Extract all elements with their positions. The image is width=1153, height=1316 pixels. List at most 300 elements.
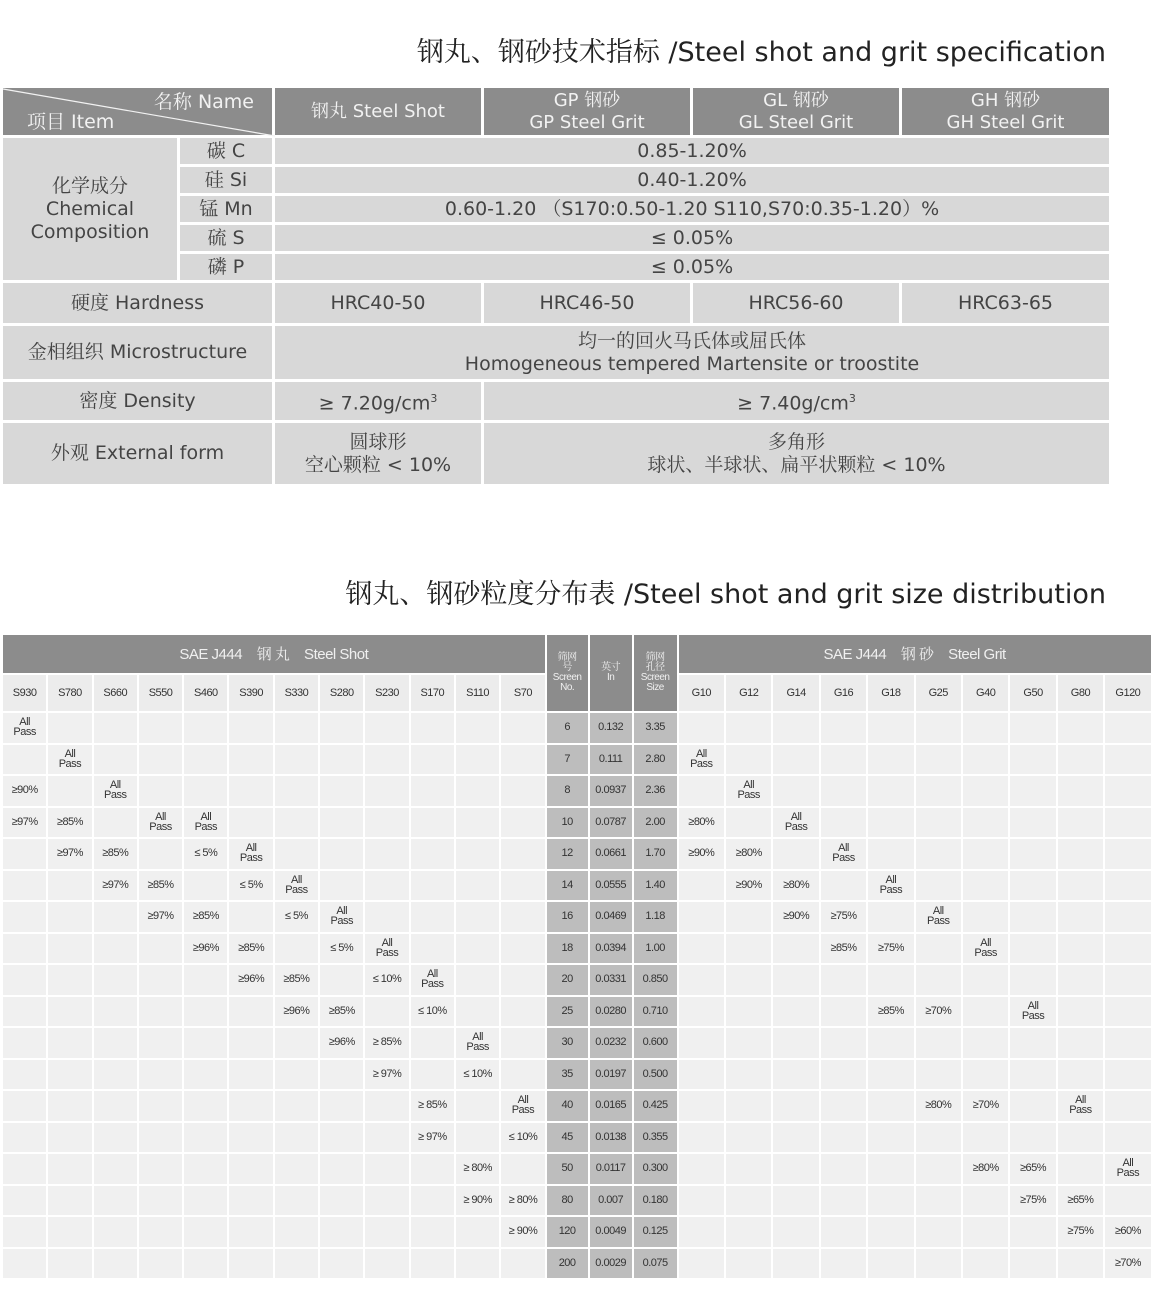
density-shot-value: ≥ 7.20g/cm	[318, 392, 431, 415]
grit-cell	[1010, 871, 1055, 901]
grit-cell	[726, 934, 771, 964]
shot-cell	[139, 934, 182, 964]
grit-cell	[1058, 745, 1103, 775]
grit-cell	[1105, 1123, 1150, 1153]
grit-cell	[1010, 713, 1055, 743]
shot-cell	[320, 745, 363, 775]
all-pass-text: All Pass	[1116, 1157, 1140, 1180]
density-grit-value: ≥ 7.40g/cm	[737, 392, 849, 415]
grit-cell	[821, 713, 866, 743]
screen-no-cell: 12	[547, 839, 588, 869]
shot-cell	[365, 997, 408, 1027]
shot-cell	[94, 1217, 137, 1247]
shot-cell	[275, 776, 318, 806]
shot-cell	[411, 1217, 454, 1247]
table-row	[3, 871, 1151, 901]
screen-size-cell: 0.850	[634, 965, 677, 995]
screen-size-cell: 0.355	[634, 1123, 677, 1153]
shot-cell: ≥85%	[275, 965, 318, 995]
shot-cell	[320, 776, 363, 806]
screen-no-line: 筛网	[557, 652, 577, 663]
element-label: 碳 C	[180, 138, 272, 164]
all-pass-text: All Pass	[832, 842, 855, 865]
grit-cell	[1105, 934, 1150, 964]
grit-cell	[868, 1060, 913, 1090]
shot-cell	[48, 1186, 91, 1216]
inch-cell: 0.0138	[590, 1123, 632, 1153]
grit-cell	[773, 776, 818, 806]
grit-cell	[773, 1249, 818, 1279]
grit-cell	[916, 713, 961, 743]
header-gl-en: GL Steel Grit	[738, 111, 854, 133]
inch-line: 英寸	[601, 662, 621, 673]
screen-size-cell: 1.40	[634, 871, 677, 901]
chem-label-en1: Chemical	[45, 197, 135, 220]
grit-cell	[1010, 1249, 1055, 1279]
screen-no-cell: 18	[547, 934, 588, 964]
shot-grade-header: S70	[501, 675, 544, 711]
shot-cell	[365, 1154, 408, 1184]
shot-cell	[139, 839, 182, 869]
shot-cell	[320, 902, 363, 932]
grit-cell	[1010, 776, 1055, 806]
grit-cell	[916, 1154, 961, 1184]
screen-no-cell: 8	[547, 776, 588, 806]
shot-cell	[3, 965, 46, 995]
shot-cell	[139, 1028, 182, 1058]
grit-cell	[726, 1217, 771, 1247]
screen-size-cell: 1.00	[634, 934, 677, 964]
screen-no-line: Screen	[552, 672, 582, 683]
shot-cell: ≤ 10%	[501, 1123, 544, 1153]
shot-cell	[456, 965, 499, 995]
grit-cell	[868, 713, 913, 743]
shot-cell	[94, 934, 137, 964]
shot-cell: ≥ 80%	[501, 1186, 544, 1216]
shot-cell	[365, 776, 408, 806]
shot-cell	[48, 713, 91, 743]
grit-grade-header: G18	[868, 675, 913, 711]
shot-cell	[411, 902, 454, 932]
shot-cell: ≥96%	[275, 997, 318, 1027]
grit-cell	[679, 776, 724, 806]
shot-cell: ≥97%	[139, 902, 182, 932]
shot-cell: ≥96%	[184, 934, 227, 964]
shot-cell	[411, 745, 454, 775]
shot-cell	[320, 1091, 363, 1121]
shot-cell	[139, 1123, 182, 1153]
shot-cell	[365, 1249, 408, 1279]
header-diagonal-cell	[3, 88, 272, 135]
grit-cell	[868, 965, 913, 995]
grit-cell	[1010, 965, 1055, 995]
grit-cell: ≥65%	[1010, 1154, 1055, 1184]
grit-cell	[773, 997, 818, 1027]
grit-cell	[868, 1154, 913, 1184]
density-grit-sup: 3	[848, 391, 856, 405]
grit-cell	[868, 1123, 913, 1153]
grit-cell	[679, 1154, 724, 1184]
grit-cell	[679, 934, 724, 964]
shot-grade-header: S550	[139, 675, 182, 711]
grit-cell	[1105, 1154, 1150, 1184]
grit-cell	[916, 776, 961, 806]
shot-cell	[94, 713, 137, 743]
grit-cell	[773, 1217, 818, 1247]
shot-cell	[456, 1028, 499, 1058]
shot-cell: ≥97%	[48, 839, 91, 869]
shot-cell	[275, 808, 318, 838]
grit-cell	[679, 1217, 724, 1247]
grit-cell: ≥75%	[821, 902, 866, 932]
shot-cell	[229, 1091, 272, 1121]
hardness-gl: HRC56-60	[693, 283, 899, 323]
grit-cell	[963, 997, 1008, 1027]
shot-cell	[48, 1123, 91, 1153]
grit-cell	[726, 1060, 771, 1090]
screen-no-cell: 50	[547, 1154, 588, 1184]
shot-cell	[184, 965, 227, 995]
grit-cell	[963, 902, 1008, 932]
grit-cell	[726, 1123, 771, 1153]
external-form-label: 外观 External form	[3, 423, 272, 484]
screen-no-cell: 6	[547, 713, 588, 743]
screen-no-cell: 7	[547, 745, 588, 775]
inch-cell: 0.0197	[590, 1060, 632, 1090]
screen-size-cell: 0.425	[634, 1091, 677, 1121]
grit-grade-header: G16	[821, 675, 866, 711]
shot-cell: ≤ 5%	[184, 839, 227, 869]
shot-cell	[275, 1060, 318, 1090]
shot-cell	[3, 713, 46, 743]
grit-cell	[868, 1217, 913, 1247]
shot-cell	[456, 839, 499, 869]
shot-cell	[94, 1028, 137, 1058]
screen-size-cell: 0.180	[634, 1186, 677, 1216]
grit-cell: ≥70%	[916, 997, 961, 1027]
shot-grade-header: S930	[3, 675, 46, 711]
shot-cell	[94, 1154, 137, 1184]
shot-cell	[94, 1123, 137, 1153]
grit-cell	[868, 776, 913, 806]
element-value: 0.85-1.20%	[275, 138, 1109, 164]
grit-cell	[821, 745, 866, 775]
chem-label-cn: 化学成分	[51, 174, 128, 197]
grit-cell	[916, 1217, 961, 1247]
all-pass-text: All Pass	[1021, 999, 1045, 1022]
grit-cell: ≥85%	[821, 934, 866, 964]
shot-cell	[184, 1028, 227, 1058]
grit-cell	[1010, 745, 1055, 775]
grit-cell	[1105, 997, 1150, 1027]
all-pass-text: All Pass	[285, 873, 308, 896]
grit-cell	[916, 808, 961, 838]
shot-cell	[365, 713, 408, 743]
shot-cell	[501, 997, 544, 1027]
inch-cell: 0.0787	[590, 808, 632, 838]
grit-grade-header: G12	[726, 675, 771, 711]
grit-cell	[821, 808, 866, 838]
shot-cell	[320, 965, 363, 995]
grit-cell	[916, 1123, 961, 1153]
grit-cell	[963, 713, 1008, 743]
shot-cell	[229, 713, 272, 743]
hardness-shot: HRC40-50	[275, 283, 481, 323]
grit-cell	[773, 1186, 818, 1216]
shot-cell	[139, 997, 182, 1027]
shot-cell	[456, 902, 499, 932]
shot-cell	[320, 1217, 363, 1247]
grit-cell	[1058, 871, 1103, 901]
form-grit-line2: 球状、半球状、扁平状颗粒 < 10%	[647, 453, 946, 476]
density-grit	[484, 382, 1109, 420]
grit-cell: ≥75%	[1058, 1217, 1103, 1247]
shot-cell	[365, 871, 408, 901]
grit-cell	[679, 871, 724, 901]
shot-cell	[48, 997, 91, 1027]
grit-cell	[773, 1091, 818, 1121]
table-row	[3, 1091, 1151, 1121]
shot-cell	[139, 965, 182, 995]
shot-cell	[48, 902, 91, 932]
form-shot	[275, 423, 481, 484]
microstructure-label: 金相组织 Microstructure	[3, 326, 272, 379]
table-row	[3, 776, 1151, 806]
shot-cell: ≥ 85%	[365, 1028, 408, 1058]
grit-cell: ≥80%	[963, 1154, 1008, 1184]
table-row	[3, 1060, 1151, 1090]
grit-cell	[679, 1186, 724, 1216]
inch-cell: 0.0937	[590, 776, 632, 806]
element-value: 0.60-1.20 （S170:0.50-1.20 S110,S70:0.35-1.20）%	[275, 196, 1109, 222]
shot-cell	[139, 1249, 182, 1279]
shot-cell: ≥85%	[229, 934, 272, 964]
table-row	[3, 1028, 1151, 1058]
shot-grade-header: S230	[365, 675, 408, 711]
grit-cell	[1058, 808, 1103, 838]
grit-cell	[1105, 1091, 1150, 1121]
grit-cell: ≥75%	[868, 934, 913, 964]
screen-size-cell: 0.075	[634, 1249, 677, 1279]
grit-cell	[679, 902, 724, 932]
header-gl-cn: GL 钢砂	[763, 89, 829, 111]
shot-cell	[94, 1091, 137, 1121]
grit-cell	[821, 1060, 866, 1090]
inch-cell: 0.0394	[590, 934, 632, 964]
shot-cell	[411, 1060, 454, 1090]
shot-cell	[229, 902, 272, 932]
grit-grade-header: G120	[1105, 675, 1150, 711]
screen-size-line: Screen	[640, 672, 670, 683]
screen-no-cell: 40	[547, 1091, 588, 1121]
shot-grade-header: S110	[456, 675, 499, 711]
header-gh-en: GH Steel Grit	[946, 111, 1065, 133]
shot-cell	[139, 1217, 182, 1247]
grit-cell: ≥75%	[1010, 1186, 1055, 1216]
form-grit	[484, 423, 1109, 484]
shot-cell	[184, 1186, 227, 1216]
element-label: 锰 Mn	[180, 196, 272, 222]
shot-cell	[456, 1217, 499, 1247]
shot-cell	[229, 1186, 272, 1216]
grit-cell	[1058, 934, 1103, 964]
all-pass-text: All Pass	[58, 747, 82, 770]
grit-cell	[868, 745, 913, 775]
screen-size-cell: 1.70	[634, 839, 677, 869]
shot-cell	[501, 934, 544, 964]
header-gh-grit	[902, 88, 1109, 135]
grit-cell	[868, 1249, 913, 1279]
shot-cell	[365, 1091, 408, 1121]
shot-cell	[411, 808, 454, 838]
shot-cell	[501, 1154, 544, 1184]
shot-cell	[184, 745, 227, 775]
all-pass-text: All Pass	[1069, 1094, 1092, 1117]
grit-cell	[1010, 808, 1055, 838]
screen-no-cell: 10	[547, 808, 588, 838]
shot-cell	[229, 808, 272, 838]
grit-cell	[773, 1154, 818, 1184]
shot-cell	[3, 997, 46, 1027]
grit-cell	[963, 745, 1008, 775]
grit-cell	[773, 1060, 818, 1090]
grit-cell	[868, 871, 913, 901]
screen-no-cell: 200	[547, 1249, 588, 1279]
table-row	[3, 745, 1151, 775]
hardness-gh: HRC63-65	[902, 283, 1109, 323]
shot-cell: ≥85%	[139, 871, 182, 901]
shot-cell	[48, 1249, 91, 1279]
microstructure-cn: 均一的回火马氏体或屈氏体	[577, 329, 806, 352]
screen-size-cell: 0.125	[634, 1217, 677, 1247]
shot-cell	[139, 1154, 182, 1184]
shot-cell	[184, 1249, 227, 1279]
shot-cell	[411, 1249, 454, 1279]
grit-cell	[1105, 965, 1150, 995]
shot-cell	[275, 1028, 318, 1058]
shot-cell	[411, 965, 454, 995]
all-pass-text: All Pass	[375, 936, 399, 959]
grit-cell	[821, 776, 866, 806]
screen-no-cell: 16	[547, 902, 588, 932]
screen-size-line: 筛网	[645, 652, 665, 663]
grit-cell	[679, 1060, 724, 1090]
shot-cell	[365, 902, 408, 932]
grit-cell	[821, 1186, 866, 1216]
shot-cell	[94, 745, 137, 775]
screen-size-cell: 1.18	[634, 902, 677, 932]
shot-cell	[3, 1060, 46, 1090]
grit-cell	[1058, 1091, 1103, 1121]
shot-cell: ≥97%	[3, 808, 46, 838]
shot-cell	[501, 965, 544, 995]
grit-cell	[679, 1249, 724, 1279]
shot-cell	[139, 776, 182, 806]
inch-header	[590, 635, 632, 711]
grit-grade-header: G14	[773, 675, 818, 711]
grit-cell	[679, 965, 724, 995]
grit-cell	[821, 997, 866, 1027]
grit-cell	[773, 745, 818, 775]
grit-cell	[726, 713, 771, 743]
shot-cell	[184, 1123, 227, 1153]
form-shot-line2: 空心颗粒 < 10%	[304, 453, 452, 476]
grit-cell	[1058, 776, 1103, 806]
shot-cell: ≥ 80%	[456, 1154, 499, 1184]
grit-cell	[916, 1186, 961, 1216]
element-label: 硅 Si	[180, 167, 272, 193]
grit-cell	[916, 871, 961, 901]
shot-cell	[275, 839, 318, 869]
all-pass-text: All Pass	[104, 779, 127, 802]
shot-cell	[411, 713, 454, 743]
grit-cell	[1105, 808, 1150, 838]
all-pass-text: All Pass	[784, 810, 808, 833]
grit-cell	[821, 965, 866, 995]
grit-cell	[679, 1028, 724, 1058]
grit-cell	[773, 808, 818, 838]
all-pass-text: All Pass	[421, 968, 444, 991]
shot-cell: ≥85%	[94, 839, 137, 869]
grit-cell	[726, 1091, 771, 1121]
shot-cell	[320, 1060, 363, 1090]
shot-cell	[275, 1123, 318, 1153]
grit-cell	[726, 1154, 771, 1184]
shot-cell	[94, 776, 137, 806]
grit-cell	[916, 934, 961, 964]
shot-cell	[229, 745, 272, 775]
grit-cell	[1010, 902, 1055, 932]
grit-cell	[726, 902, 771, 932]
inch-cell: 0.132	[590, 713, 632, 743]
inch-cell: 0.0165	[590, 1091, 632, 1121]
inch-cell: 0.0469	[590, 902, 632, 932]
page-title-specification: 钢丸、钢砂技术指标 /Steel shot and grit specification	[416, 37, 1106, 68]
grit-cell	[963, 1123, 1008, 1153]
shot-grade-header: S280	[320, 675, 363, 711]
shot-cell	[184, 1217, 227, 1247]
shot-cell	[48, 1091, 91, 1121]
grit-cell	[1058, 1028, 1103, 1058]
grit-cell	[1105, 871, 1150, 901]
screen-no-header	[547, 635, 588, 711]
screen-no-cell: 80	[547, 1186, 588, 1216]
shot-cell	[501, 745, 544, 775]
header-gp-en: GP Steel Grit	[529, 111, 645, 133]
grit-cell	[868, 839, 913, 869]
table-row	[3, 1217, 1151, 1247]
shot-cell: ≤ 5%	[275, 902, 318, 932]
grit-cell: ≥90%	[773, 902, 818, 932]
shot-cell: ≤ 5%	[320, 934, 363, 964]
shot-cell: ≤ 10%	[411, 997, 454, 1027]
shot-cell	[139, 808, 182, 838]
shot-cell	[94, 1249, 137, 1279]
grit-cell	[1010, 1060, 1055, 1090]
all-pass-text: All Pass	[511, 1094, 535, 1117]
grit-cell	[1105, 902, 1150, 932]
shot-cell	[365, 1186, 408, 1216]
inch-cell: 0.0117	[590, 1154, 632, 1184]
grit-cell	[726, 808, 771, 838]
shot-cell	[94, 965, 137, 995]
grit-cell	[1010, 839, 1055, 869]
grit-cell	[963, 839, 1008, 869]
screen-no-line: No.	[560, 682, 575, 693]
form-grit-line1: 多角形	[767, 430, 825, 453]
shot-cell	[94, 1186, 137, 1216]
shot-cell	[275, 1186, 318, 1216]
